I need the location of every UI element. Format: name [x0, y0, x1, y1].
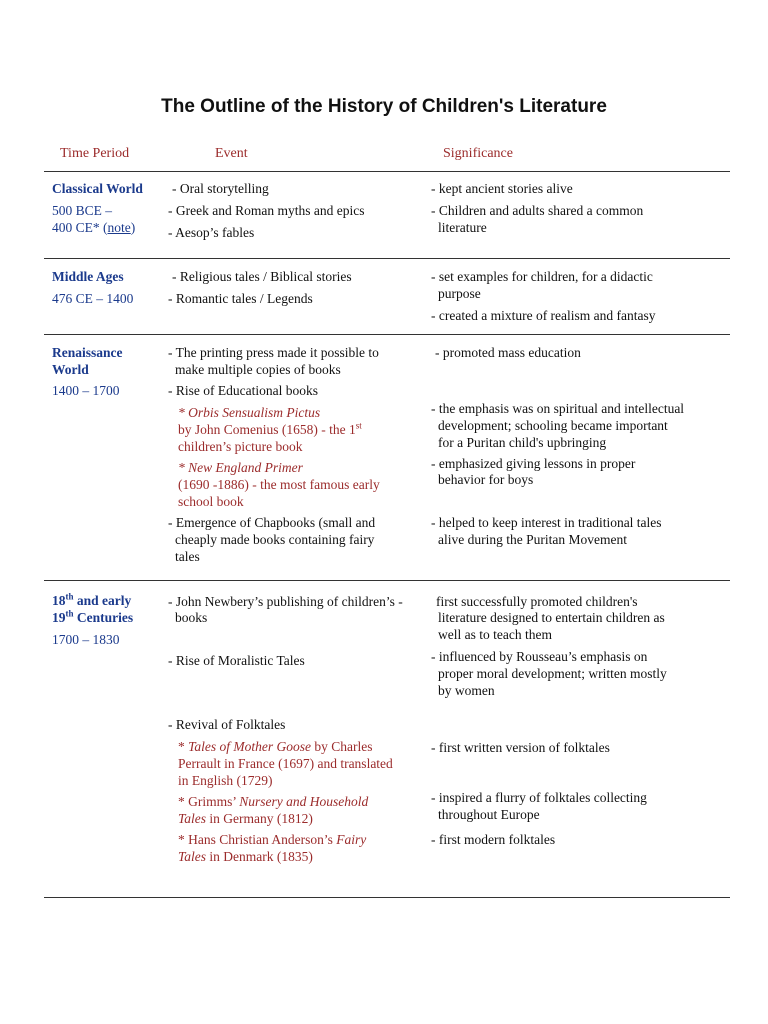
sig-spiritual: - the emphasis was on spiritual and intellectual: [431, 401, 685, 416]
period-18th: 18th and early: [52, 591, 132, 608]
period-19th: 19th Centuries: [52, 608, 134, 625]
event-chapbooks: - Emergence of Chapbooks (small and: [168, 515, 376, 530]
period-renaissance-1: Renaissance: [52, 345, 123, 360]
event-folktales: - Revival of Folktales: [168, 717, 286, 732]
event-educational: - Rise of Educational books: [168, 383, 318, 398]
event-primer-3: school book: [178, 494, 244, 509]
event-grimm: * Grimms’ Nursery and Household: [178, 794, 369, 809]
dates-classical-2: 400 CE* (note): [52, 220, 136, 235]
rule-row2: [44, 334, 730, 335]
sig-mass-education: - promoted mass education: [435, 345, 581, 360]
event-romantic: - Romantic tales / Legends: [168, 291, 313, 306]
dates-classical-1: 500 BCE –: [52, 203, 113, 218]
sig-flurry-2: throughout Europe: [438, 807, 540, 822]
sig-traditional-2: alive during the Puritan Movement: [438, 532, 627, 547]
sig-lessons: - emphasized giving lessons in proper: [431, 456, 636, 471]
sig-first-written: - first written version of folktales: [431, 740, 610, 755]
event-newbery: - John Newbery’s publishing of children’s -: [168, 594, 403, 609]
sig-mixture: - created a mixture of realism and fantasy: [431, 308, 656, 323]
header-event: Event: [215, 146, 248, 161]
event-andersen-2: Tales in Denmark (1835): [178, 849, 313, 864]
sig-newbery-2: literature designed to entertain children as: [438, 610, 665, 625]
event-oral: - Oral storytelling: [172, 181, 269, 196]
sig-modern: - first modern folktales: [431, 832, 556, 847]
rule-row1: [44, 258, 730, 259]
event-primer-2: (1690 -1886) - the most famous early: [178, 477, 380, 492]
event-printing-2: make multiple copies of books: [175, 362, 341, 377]
event-orbis-3: children’s picture book: [178, 439, 303, 454]
sig-examples-2: purpose: [438, 286, 481, 301]
event-chapbooks-3: tales: [175, 549, 200, 564]
sig-lessons-2: behavior for boys: [438, 472, 534, 487]
header-time-period: Time Period: [60, 146, 130, 161]
page-title: The Outline of the History of Children's Literature: [161, 96, 607, 117]
period-renaissance-2: World: [52, 362, 89, 377]
sig-newbery-3: well as to teach them: [438, 627, 552, 642]
event-mother-goose-2: Perrault in France (1697) and translated: [178, 756, 393, 771]
dates-renaissance: 1400 – 1700: [52, 383, 120, 398]
period-middle: Middle Ages: [52, 269, 124, 284]
sig-rousseau-2: proper moral development; written mostly: [438, 666, 667, 681]
event-mother-goose: * Tales of Mother Goose by Charles: [178, 739, 373, 754]
event-mother-goose-3: in English (1729): [178, 773, 273, 788]
rule-row3: [44, 580, 730, 581]
sig-rousseau-3: by women: [438, 683, 495, 698]
event-printing: - The printing press made it possible to: [168, 345, 379, 360]
sig-flurry: - inspired a flurry of folktales collecting: [431, 790, 647, 805]
event-chapbooks-2: cheaply made books containing fairy: [175, 532, 375, 547]
event-andersen: * Hans Christian Anderson’s Fairy: [178, 832, 367, 847]
sig-rousseau: - influenced by Rousseau’s emphasis on: [431, 649, 648, 664]
dates-18th: 1700 – 1830: [52, 632, 120, 647]
sig-newbery: first successfully promoted children's: [436, 594, 638, 609]
event-grimm-2: Tales in Germany (1812): [178, 811, 313, 826]
rule-bottom: [44, 897, 730, 898]
period-classical: Classical World: [52, 181, 143, 196]
sig-spiritual-3: for a Puritan child's upbringing: [438, 435, 607, 450]
event-newbery-2: books: [175, 610, 208, 625]
sig-shared: - Children and adults shared a common: [431, 203, 644, 218]
event-myths: - Greek and Roman myths and epics: [168, 203, 365, 218]
header-significance: Significance: [443, 146, 513, 161]
rule-header: [44, 171, 730, 172]
event-primer-title: * New England Primer: [178, 460, 303, 475]
event-moralistic: - Rise of Moralistic Tales: [168, 653, 305, 668]
event-religious: - Religious tales / Biblical stories: [172, 269, 352, 284]
event-aesop: - Aesop’s fables: [168, 225, 255, 240]
sig-traditional: - helped to keep interest in traditional tales: [431, 515, 662, 530]
sig-shared-2: literature: [438, 220, 487, 235]
sig-examples: - set examples for children, for a didactic: [431, 269, 653, 284]
event-orbis-title: * Orbis Sensualism Pictus: [178, 405, 321, 420]
sig-spiritual-2: development; schooling became important: [438, 418, 668, 433]
sig-ancient: - kept ancient stories alive: [431, 181, 573, 196]
dates-middle: 476 CE – 1400: [52, 291, 134, 306]
note-link[interactable]: note: [107, 220, 131, 235]
event-orbis-2: by John Comenius (1658) - the 1st: [178, 420, 362, 437]
